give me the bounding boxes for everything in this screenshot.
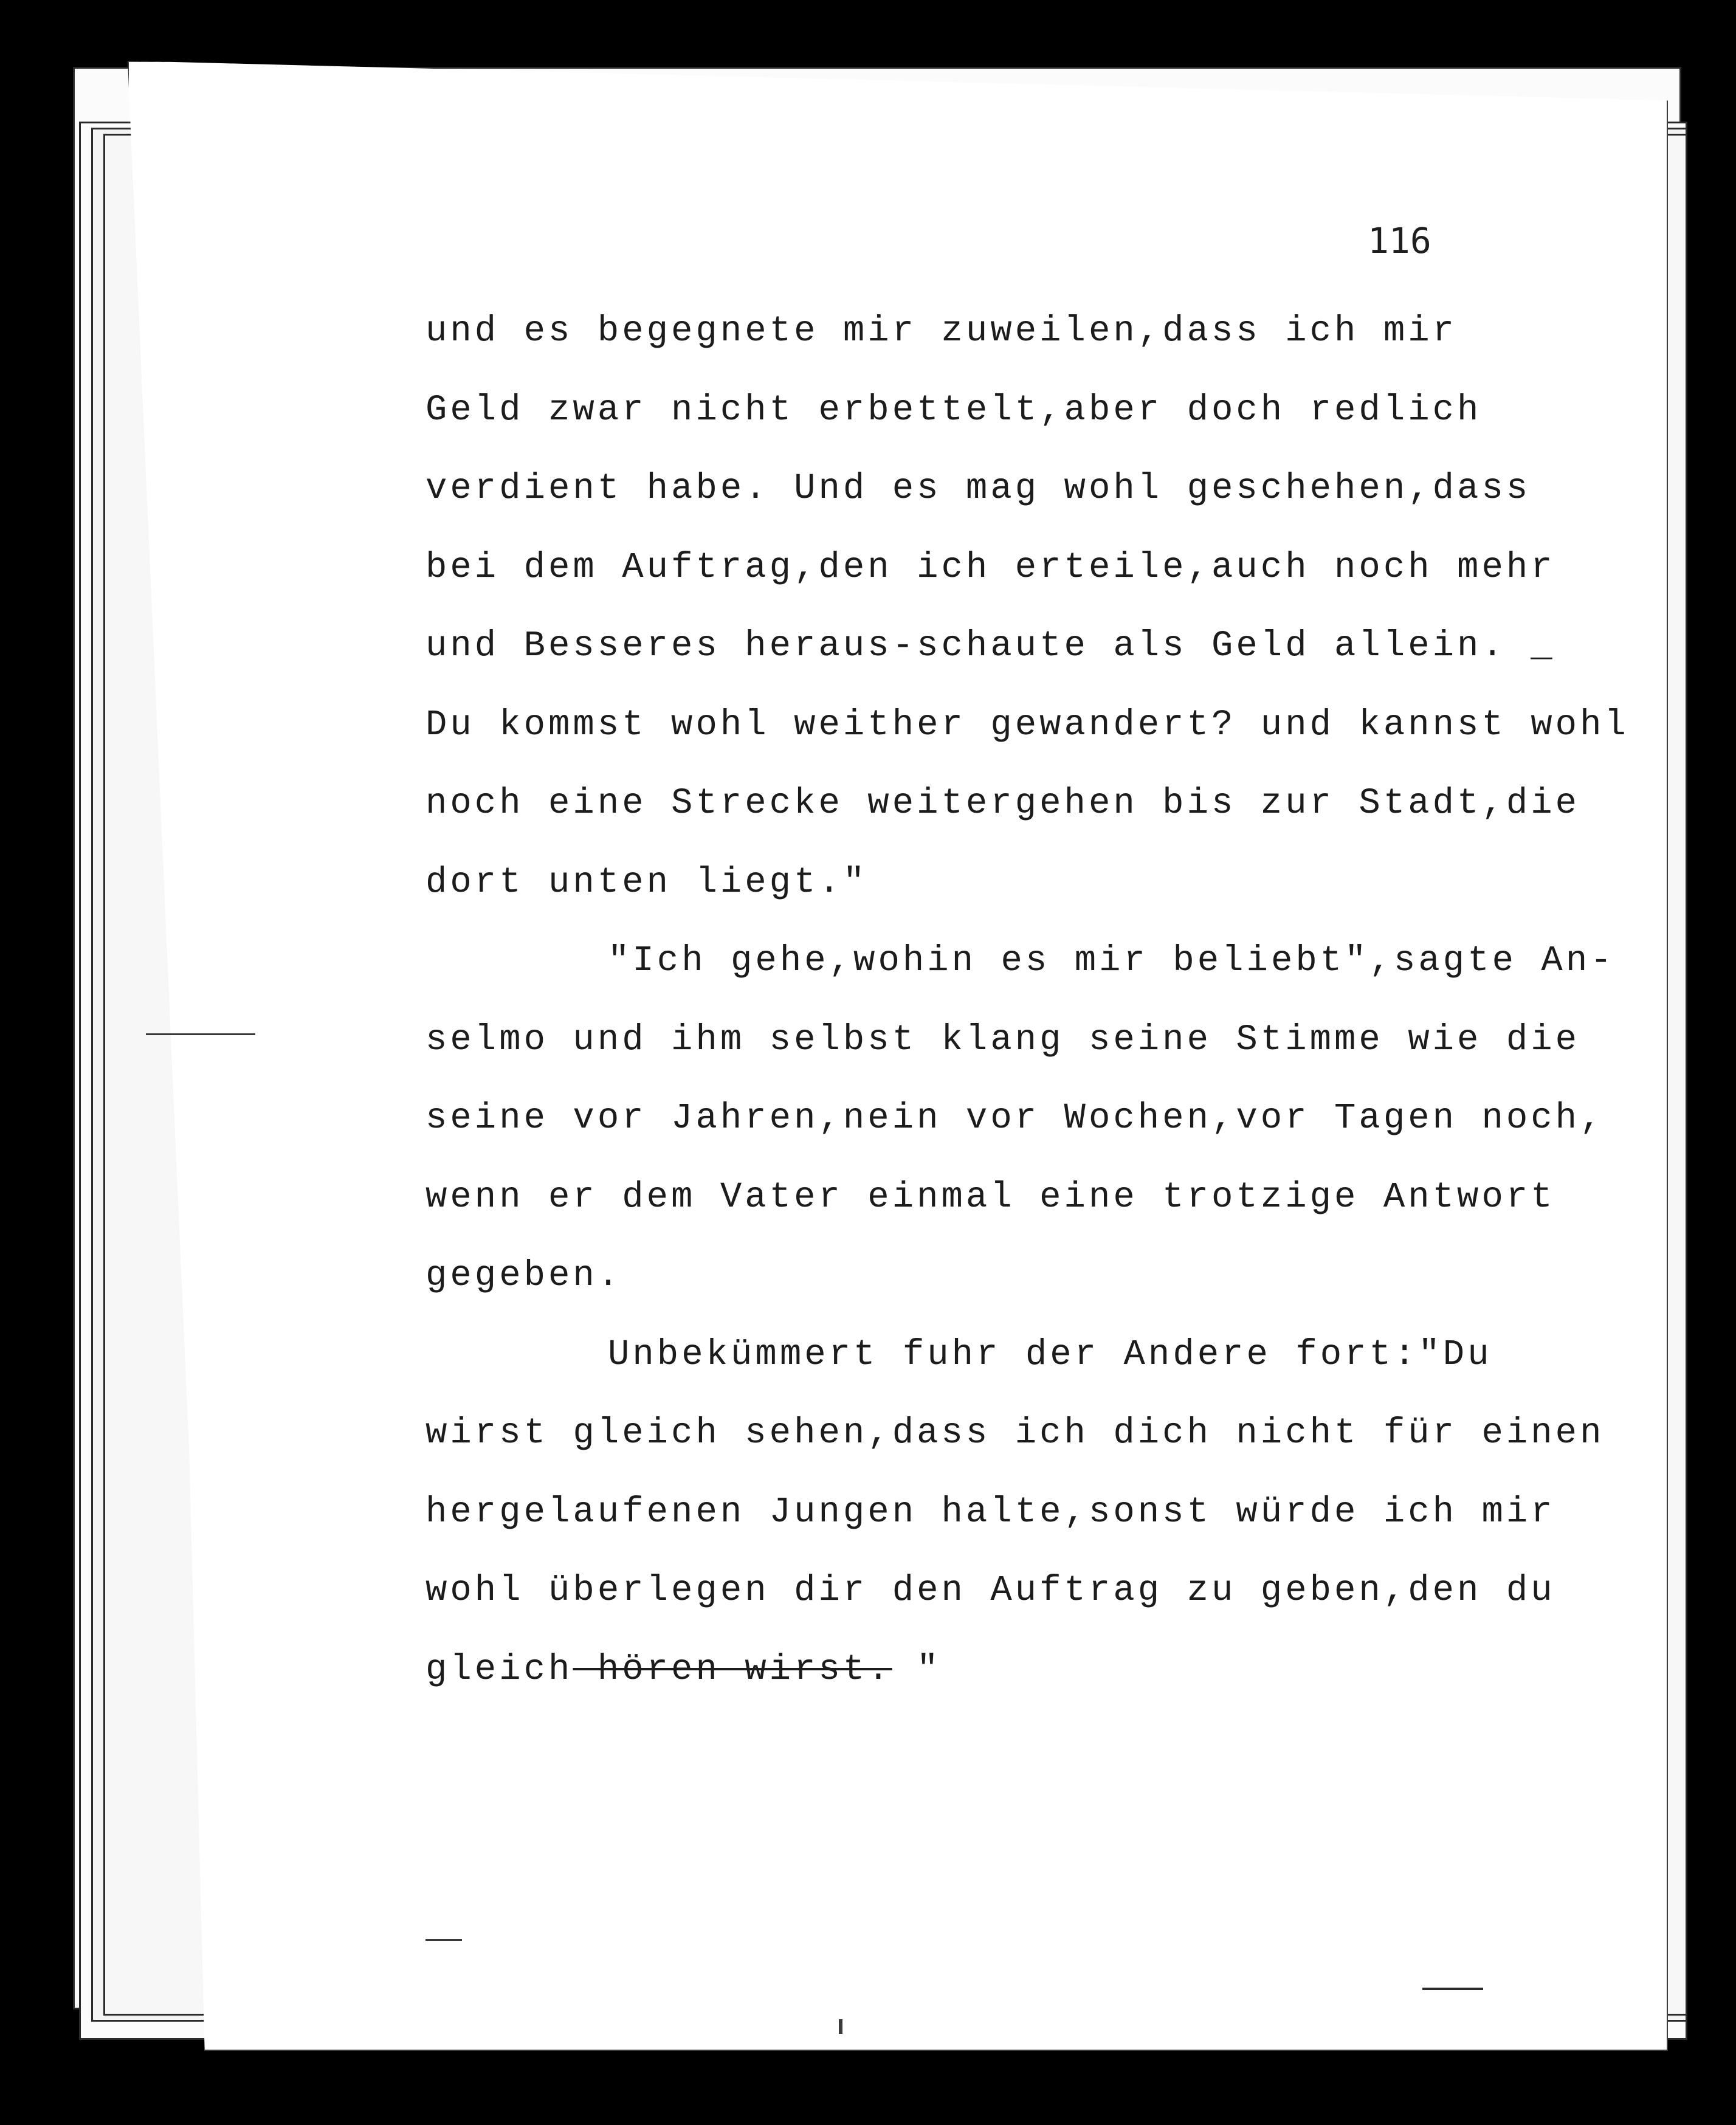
text-line: Unbekümmert fuhr der Andere fort:"Du [608, 1334, 1492, 1375]
text-line: und Besseres heraus-schaute als Geld allein. _ [425, 625, 1555, 666]
pen-mark [146, 1033, 255, 1035]
text-line: "Ich gehe,wohin es mir beliebt",sagte An- [608, 940, 1615, 981]
pen-mark [425, 1939, 462, 1941]
text-line: seine vor Jahren,nein vor Wochen,vor Tagen noch, [425, 1098, 1605, 1138]
text-line: wenn er dem Vater einmal eine trotzige Antwort [425, 1176, 1555, 1217]
last-text-line [425, 1630, 1617, 1709]
kept-text: gleich [425, 1648, 573, 1690]
text-line: gegeben. [425, 1255, 622, 1296]
text-line: bei dem Auftrag,den ich erteile,auch noch mehr [425, 546, 1555, 588]
text-line: verdient habe. Und es mag wohl geschehen,dass [425, 468, 1531, 509]
struck-text: hören wirst. [573, 1648, 892, 1690]
typescript-body [425, 292, 1629, 1709]
text-line: dort unten liegt." [425, 861, 868, 903]
text-line: Geld zwar nicht erbettelt,aber doch redlich [425, 389, 1482, 430]
text-line: hergelaufenen Jungen halte,sonst würde ich mir [425, 1491, 1555, 1532]
text-line: und es begegnete mir zuweilen,dass ich mir [425, 311, 1458, 351]
pen-mark [839, 2019, 842, 2034]
closing-quote: " [892, 1648, 942, 1690]
page-number: 116 [1368, 220, 1431, 261]
text-line: wirst gleich sehen,dass ich dich nicht für einen [425, 1413, 1605, 1453]
pen-dash [1422, 1988, 1483, 1990]
text-line: wohl überlegen dir den Auftrag zu geben,den du [425, 1570, 1555, 1611]
text-line: Du kommst wohl weither gewandert? und kannst wohl [425, 704, 1629, 745]
text-line: selmo und ihm selbst klang seine Stimme wie die [425, 1019, 1580, 1060]
text-line: noch eine Strecke weitergehen bis zur Stadt,die [425, 783, 1580, 824]
